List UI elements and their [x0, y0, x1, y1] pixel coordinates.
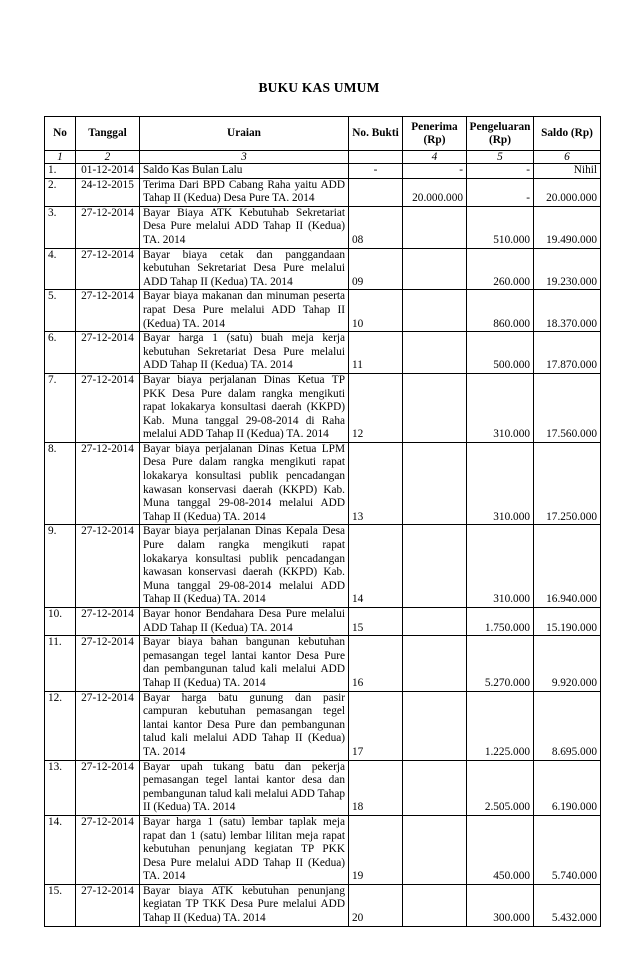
row-balance: 19.490.000 — [534, 206, 601, 248]
header-saldo: Saldo (Rp) — [534, 117, 601, 151]
row-number: 1. — [45, 164, 76, 179]
row-date: 27-12-2014 — [76, 760, 140, 815]
row-expense-amount: 510.000 — [467, 206, 534, 248]
row-receipt-amount — [403, 691, 467, 760]
row-number: 2. — [45, 178, 76, 206]
row-date: 24-12-2015 — [76, 178, 140, 206]
table-row — [45, 178, 601, 206]
row-balance: 19.230.000 — [534, 248, 601, 290]
row-date: 27-12-2014 — [76, 290, 140, 332]
row-receipt-amount — [403, 248, 467, 290]
row-balance: Nihil — [534, 164, 601, 179]
row-expense-amount: 300.000 — [467, 884, 534, 926]
row-proof-number: 12 — [349, 373, 403, 442]
row-date: 27-12-2014 — [76, 608, 140, 636]
row-balance: 18.370.000 — [534, 290, 601, 332]
row-expense-amount: - — [467, 164, 534, 179]
column-number-row — [45, 151, 601, 164]
row-number: 4. — [45, 248, 76, 290]
table-row — [45, 884, 601, 926]
row-description: Bayar biaya cetak dan panggandaan kebutuhan Sekretariat Desa Pure melalui ADD Tahap II (Kedua) TA. 2014 — [140, 248, 349, 290]
table-row — [45, 164, 601, 179]
row-description: Bayar biaya makanan dan minuman peserta rapat Desa Pure melalui ADD Tahap II (Kedua) TA. 2014 — [140, 290, 349, 332]
row-date: 27-12-2014 — [76, 691, 140, 760]
column-number: 5 — [467, 151, 534, 164]
header-row — [45, 117, 601, 151]
row-expense-amount: 1.225.000 — [467, 691, 534, 760]
table-row — [45, 815, 601, 884]
row-receipt-amount — [403, 760, 467, 815]
row-proof-number: 13 — [349, 442, 403, 525]
row-expense-amount: 5.270.000 — [467, 636, 534, 691]
table-row — [45, 691, 601, 760]
row-receipt-amount: 20.000.000 — [403, 178, 467, 206]
row-balance: 15.190.000 — [534, 608, 601, 636]
table-row — [45, 525, 601, 608]
row-balance: 20.000.000 — [534, 178, 601, 206]
row-proof-number: 10 — [349, 290, 403, 332]
row-expense-amount: 310.000 — [467, 373, 534, 442]
row-receipt-amount — [403, 815, 467, 884]
row-number: 14. — [45, 815, 76, 884]
row-proof-number: 20 — [349, 884, 403, 926]
row-number: 13. — [45, 760, 76, 815]
row-number: 3. — [45, 206, 76, 248]
row-proof-number: 15 — [349, 608, 403, 636]
row-expense-amount: 860.000 — [467, 290, 534, 332]
row-number: 9. — [45, 525, 76, 608]
table-row — [45, 290, 601, 332]
row-balance: 6.190.000 — [534, 760, 601, 815]
row-number: 11. — [45, 636, 76, 691]
row-date: 27-12-2014 — [76, 373, 140, 442]
row-expense-amount: 1.750.000 — [467, 608, 534, 636]
row-date: 01-12-2014 — [76, 164, 140, 179]
column-number: 4 — [403, 151, 467, 164]
row-receipt-amount — [403, 884, 467, 926]
column-number: 1 — [45, 151, 76, 164]
row-date: 27-12-2014 — [76, 636, 140, 691]
row-receipt-amount — [403, 608, 467, 636]
row-expense-amount: 2.505.000 — [467, 760, 534, 815]
row-expense-amount: - — [467, 178, 534, 206]
row-number: 6. — [45, 332, 76, 374]
row-description: Bayar biaya perjalanan Dinas Ketua TP PKK Desa Pure dalam rangka mengikuti rapat lokakarya konsultasi daerah (KKPD) Kab. Muna tanggal 29-08-2014 di Raha melalui ADD Tahap II (Kedua) TA. 2014 — [140, 373, 349, 442]
row-balance: 16.940.000 — [534, 525, 601, 608]
row-receipt-amount: - — [403, 164, 467, 179]
row-expense-amount: 500.000 — [467, 332, 534, 374]
table-row — [45, 760, 601, 815]
row-date: 27-12-2014 — [76, 332, 140, 374]
row-description: Bayar biaya bahan bangunan kebutuhan pemasangan tegel lantai kantor Desa Pure dan pembangunan talud kali melalui ADD Tahap II (Kedua) TA. 2014 — [140, 636, 349, 691]
row-proof-number: 16 — [349, 636, 403, 691]
row-proof-number: 11 — [349, 332, 403, 374]
row-expense-amount: 310.000 — [467, 525, 534, 608]
row-proof-number: 19 — [349, 815, 403, 884]
row-proof-number: 08 — [349, 206, 403, 248]
row-number: 12. — [45, 691, 76, 760]
table-row — [45, 636, 601, 691]
row-receipt-amount — [403, 290, 467, 332]
header-no: No — [45, 117, 76, 151]
row-number: 8. — [45, 442, 76, 525]
row-date: 27-12-2014 — [76, 442, 140, 525]
row-description: Terima Dari BPD Cabang Raha yaitu ADD Tahap II (Kedua) Desa Pure TA. 2014 — [140, 178, 349, 206]
row-receipt-amount — [403, 206, 467, 248]
row-balance: 17.870.000 — [534, 332, 601, 374]
table-row — [45, 206, 601, 248]
row-proof-number: 14 — [349, 525, 403, 608]
row-number: 10. — [45, 608, 76, 636]
table-row — [45, 373, 601, 442]
row-description: Bayar upah tukang batu dan pekerja pemasangan tegel lantai kantor desa dan pembangunan talud kali melalui ADD Tahap II (Kedua) TA. 2014 — [140, 760, 349, 815]
row-number: 5. — [45, 290, 76, 332]
row-receipt-amount — [403, 636, 467, 691]
row-description: Bayar biaya ATK kebutuhan penunjang kegiatan TP TKK Desa Pure melalui ADD Tahap II (Kedua) TA. 2014 — [140, 884, 349, 926]
row-date: 27-12-2014 — [76, 525, 140, 608]
row-receipt-amount — [403, 525, 467, 608]
column-number — [349, 151, 403, 164]
header-pengeluaran: Pengeluaran (Rp) — [467, 117, 534, 151]
row-expense-amount: 450.000 — [467, 815, 534, 884]
page-title: BUKU KAS UMUM — [258, 80, 380, 95]
row-proof-number: 18 — [349, 760, 403, 815]
row-expense-amount: 260.000 — [467, 248, 534, 290]
cash-ledger-table — [44, 116, 601, 927]
row-number: 15. — [45, 884, 76, 926]
header-tanggal: Tanggal — [76, 117, 140, 151]
row-proof-number — [349, 178, 403, 206]
row-description: Bayar Biaya ATK Kebutuhab Sekretariat Desa Pure melalui ADD Tahap II (Kedua) TA. 2014 — [140, 206, 349, 248]
row-date: 27-12-2014 — [76, 206, 140, 248]
row-balance: 9.920.000 — [534, 636, 601, 691]
row-description: Bayar biaya perjalanan Dinas Ketua LPM Desa Pure dalam rangka mengikuti rapat lokakarya konsultasi publik pencadangan kawasan konservasi daerah (KKPD) Kab. Muna tanggal 29-08-2014 melalui ADD Tahap II (Kedua) TA. 2014 — [140, 442, 349, 525]
row-balance: 5.740.000 — [534, 815, 601, 884]
row-receipt-amount — [403, 442, 467, 525]
row-balance: 17.560.000 — [534, 373, 601, 442]
table-row — [45, 608, 601, 636]
row-description: Bayar harga batu gunung dan pasir campuran kebutuhan pemasangan tegel lantai kantor Desa Pure dan pembangunan talud kali melalui ADD Tahap II (Kedua) TA. 2014 — [140, 691, 349, 760]
table-row — [45, 442, 601, 525]
row-balance: 8.695.000 — [534, 691, 601, 760]
row-balance: 17.250.000 — [534, 442, 601, 525]
row-proof-number: - — [349, 164, 403, 179]
row-date: 27-12-2014 — [76, 884, 140, 926]
row-expense-amount: 310.000 — [467, 442, 534, 525]
header-bukti: No. Bukti — [349, 117, 403, 151]
row-date: 27-12-2014 — [76, 815, 140, 884]
column-number: 3 — [140, 151, 349, 164]
row-receipt-amount — [403, 373, 467, 442]
row-description: Saldo Kas Bulan Lalu — [140, 164, 349, 179]
column-number: 6 — [534, 151, 601, 164]
row-description: Bayar harga 1 (satu) lembar taplak meja rapat dan 1 (satu) lembar lilitan meja rapat kebutuhan penunjang kegiatan TP PKK Desa Pure melalui ADD Tahap II (Kedua) TA. 2014 — [140, 815, 349, 884]
row-number: 7. — [45, 373, 76, 442]
row-proof-number: 09 — [349, 248, 403, 290]
table-row — [45, 332, 601, 374]
header-penerima: Penerima (Rp) — [403, 117, 467, 151]
header-uraian: Uraian — [140, 117, 349, 151]
column-number: 2 — [76, 151, 140, 164]
row-description: Bayar biaya perjalanan Dinas Kepala Desa Pure dalam rangka mengikuti rapat lokakarya konsultasi publik pencadangan kawasan konservasi daerah (KKPD) Kab. Muna tanggal 29-08-2014 melalui ADD Tahap II (Kedua) TA. 2014 — [140, 525, 349, 608]
row-date: 27-12-2014 — [76, 248, 140, 290]
row-receipt-amount — [403, 332, 467, 374]
row-description: Bayar harga 1 (satu) buah meja kerja kebutuhan Sekretariat Desa Pure melalui ADD Tahap II (Kedua) TA. 2014 — [140, 332, 349, 374]
row-proof-number: 17 — [349, 691, 403, 760]
row-balance: 5.432.000 — [534, 884, 601, 926]
row-description: Bayar honor Bendahara Desa Pure melalui ADD Tahap II (Kedua) TA. 2014 — [140, 608, 349, 636]
table-row — [45, 248, 601, 290]
